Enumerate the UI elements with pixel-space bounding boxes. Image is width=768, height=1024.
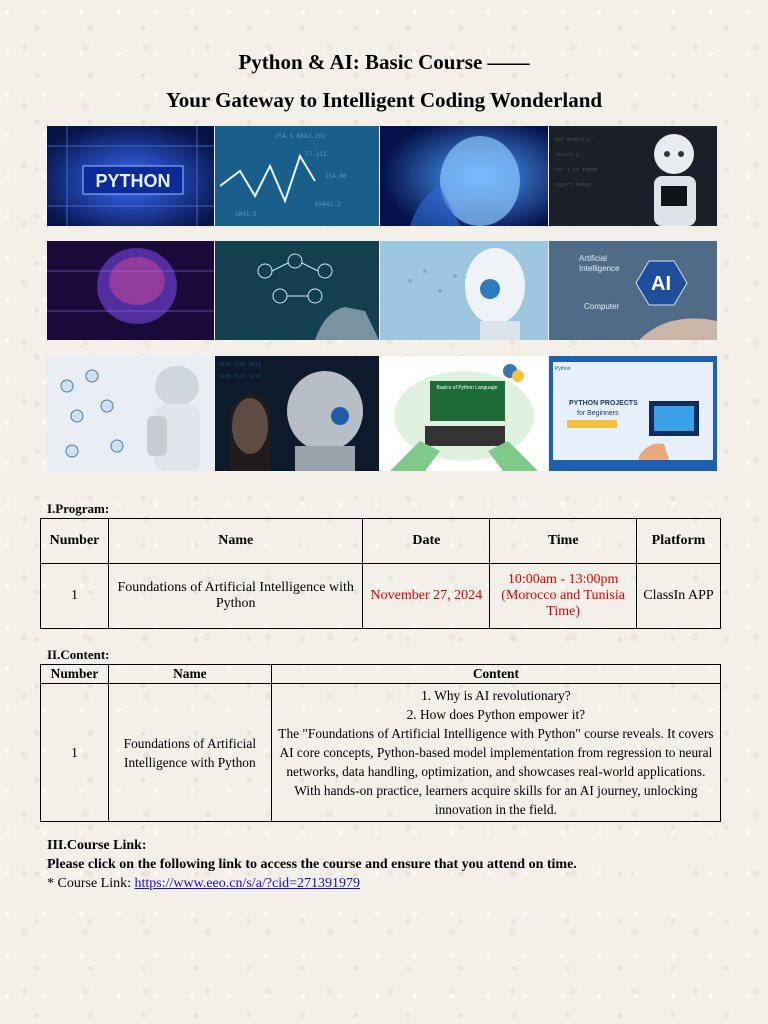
- projects-title-1: PYTHON PROJECTS: [569, 400, 638, 407]
- svg-text:254.5 6482.201: 254.5 6482.201: [275, 133, 326, 140]
- cell-name: Foundations of Artificial Intelligence with Python: [108, 564, 362, 629]
- python-projects-image: [549, 356, 717, 471]
- content-header-row: [41, 665, 721, 684]
- svg-text:1100 0101 1010: 1100 0101 1010: [219, 374, 262, 380]
- svg-text:65443.2: 65443.2: [315, 201, 341, 208]
- python-code-image: [47, 126, 214, 226]
- cell-number: 1: [41, 684, 109, 822]
- svg-text:154.66: 154.66: [325, 173, 347, 180]
- image-gallery: [47, 126, 717, 471]
- projects-badge: Python: [555, 366, 571, 372]
- header-number: Number: [41, 665, 109, 684]
- header-platform: Platform: [637, 519, 721, 564]
- svg-text:for i in range: for i in range: [555, 167, 598, 173]
- robot-network-image: [47, 356, 214, 471]
- stock-chart-image: [215, 126, 379, 226]
- svg-text:return y: return y: [555, 152, 580, 158]
- ai-face-image: [380, 126, 548, 226]
- svg-text:77.211: 77.211: [305, 151, 327, 158]
- title-line-2: Your Gateway to Intelligent Coding Wonderland: [165, 88, 603, 112]
- course-description: The "Foundations of Artificial Intelligence with Python" course reveals. It covers AI core concepts, Python-based model implementation from regression to neural networks, data handling, optimization, and showcases real-world applications. With hands-on practice, learners acquire skills for an AI journey, unlocking innovation in the field.: [278, 726, 714, 817]
- cell-date: November 27, 2024: [363, 564, 490, 629]
- svg-text:def model(x):: def model(x):: [555, 137, 595, 143]
- course-link-line: [47, 876, 360, 892]
- cell-name: Foundations of Artificial Intelligence with Python: [108, 684, 271, 822]
- header-time: Time: [490, 519, 637, 564]
- course-link-heading: III.Course Link:: [47, 838, 147, 853]
- woman-robot-image: [215, 356, 379, 471]
- robot-pepper-image: [549, 126, 717, 226]
- basics-title: Basics of Python Language: [436, 385, 498, 391]
- python-banner-text: PYTHON: [95, 171, 171, 191]
- cell-time: [490, 564, 637, 629]
- robot-profile-image: [380, 241, 548, 340]
- question-2: 2. How does Python empower it?: [406, 707, 586, 722]
- content-table: [40, 664, 721, 822]
- hand-network-image: [215, 241, 379, 340]
- projects-title-2: for Beginners: [577, 410, 619, 417]
- python-basics-image: [380, 356, 548, 471]
- course-link-label: * Course Link:: [47, 876, 135, 891]
- time-zone: (Morocco and Tunisia Time): [501, 588, 625, 619]
- program-table: [40, 518, 721, 629]
- ai-text: AI: [651, 273, 671, 295]
- ai-computer-image: [549, 241, 717, 340]
- computer-text: Computer: [584, 302, 620, 311]
- intelligence-text: Intelligence: [579, 264, 620, 273]
- ai-brain-head-image: [47, 241, 214, 340]
- svg-text:1041.5: 1041.5: [235, 211, 257, 218]
- course-link[interactable]: https://www.eeo.cn/s/a/?cid=271391979: [134, 876, 361, 891]
- header-name: Name: [108, 665, 271, 684]
- attendance-note: Please click on the following link to access the course and ensure that you attend on time.: [47, 857, 577, 872]
- svg-text:0101 1101 0011: 0101 1101 0011: [219, 362, 262, 368]
- table-row: [41, 564, 721, 629]
- table-row: [41, 684, 721, 822]
- svg-text:import numpy: import numpy: [555, 182, 592, 188]
- cell-content: [271, 684, 720, 822]
- cell-number: 1: [41, 564, 109, 629]
- artificial-text: Artificial: [579, 254, 608, 263]
- header-content: Content: [271, 665, 720, 684]
- header-name: Name: [108, 519, 362, 564]
- header-date: Date: [363, 519, 490, 564]
- content-heading: II.Content:: [47, 647, 110, 662]
- question-1: 1. Why is AI revolutionary?: [421, 688, 571, 703]
- cell-platform: ClassIn APP: [637, 564, 721, 629]
- program-header-row: [41, 519, 721, 564]
- title-line-1: Python & AI: Basic Course ——: [238, 50, 530, 74]
- program-heading: I.Program:: [47, 501, 110, 516]
- time-range: 10:00am - 13:00pm: [507, 572, 619, 587]
- header-number: Number: [41, 519, 109, 564]
